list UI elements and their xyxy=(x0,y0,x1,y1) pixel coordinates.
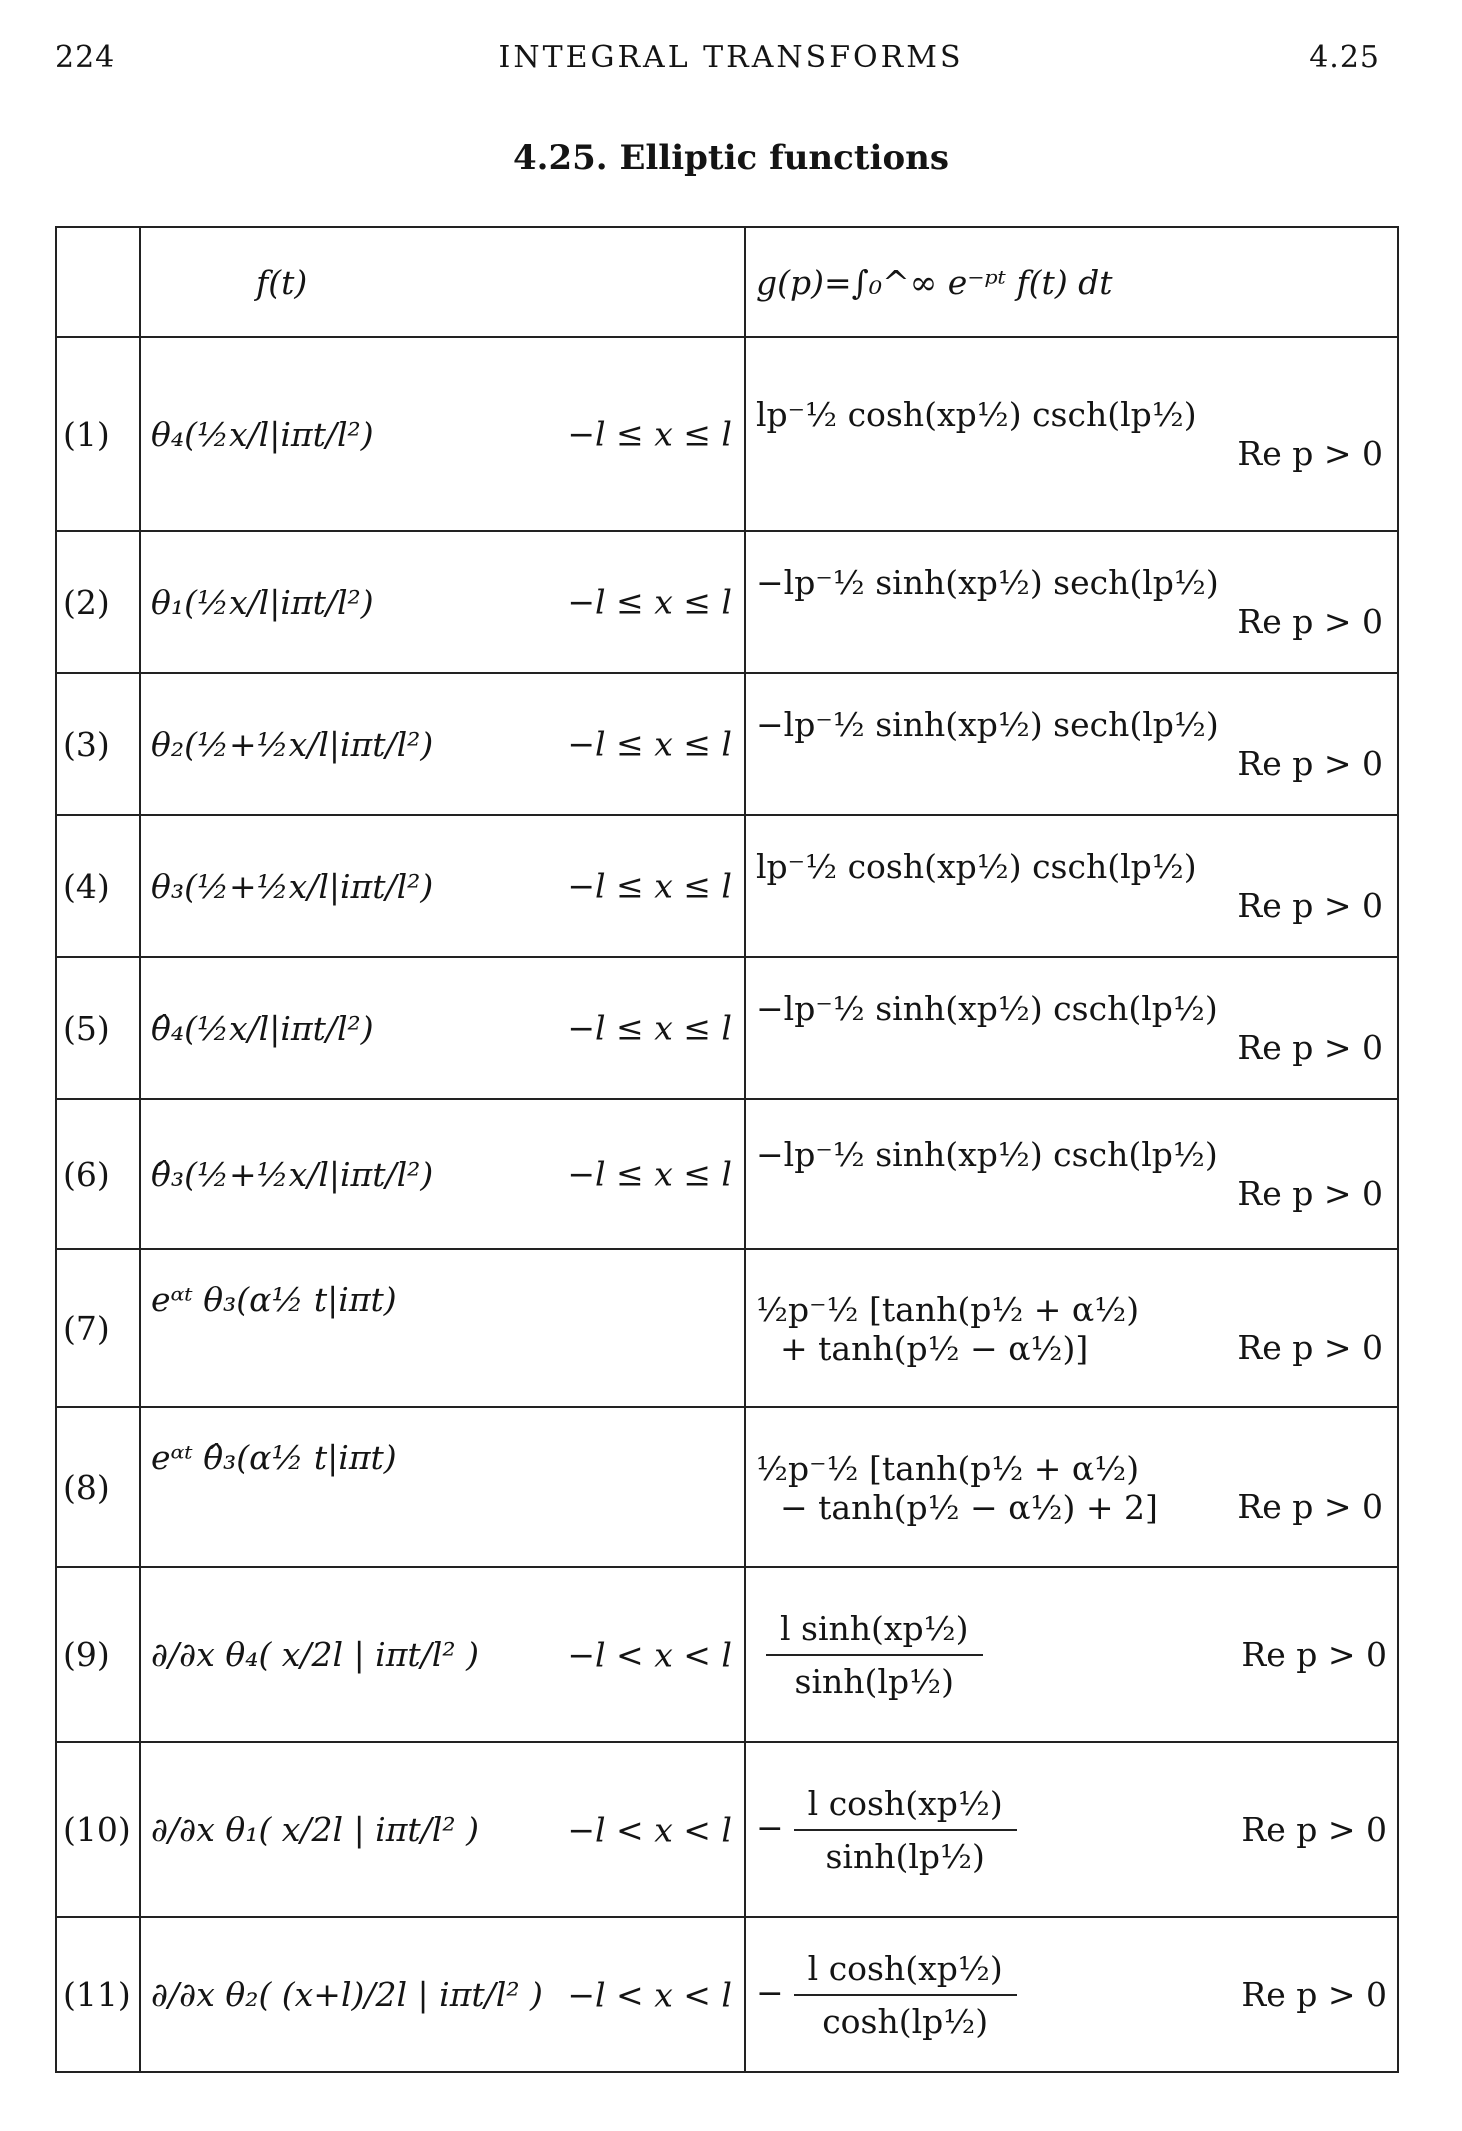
sign: − xyxy=(756,1807,784,1847)
denominator: sinh(lp½) xyxy=(794,1661,954,1701)
row-number: (10) xyxy=(56,1742,140,1917)
g-cell xyxy=(745,1407,1398,1567)
g-expression: −lp⁻½ sinh(xp½) sech(lp½) xyxy=(756,705,1219,744)
condition: Re p > 0 xyxy=(1241,1810,1387,1849)
condition: Re p > 0 xyxy=(1237,434,1383,473)
table-header-row xyxy=(56,227,1398,337)
g-cell xyxy=(745,1249,1398,1407)
table-row xyxy=(56,673,1398,815)
f-expression: θ₃(½+½x/l|iπt/l²) xyxy=(151,866,434,906)
denominator: sinh(lp½) xyxy=(825,1836,985,1876)
f-cell xyxy=(140,1407,745,1567)
g-cell xyxy=(745,531,1398,673)
f-expression: ∂/∂x θ₄( x/2l | iπt/l² ) xyxy=(151,1635,479,1674)
row-number: (6) xyxy=(56,1099,140,1249)
f-cell xyxy=(140,1742,745,1917)
f-cell xyxy=(140,337,745,531)
condition: Re p > 0 xyxy=(1237,1174,1383,1213)
row-number: (11) xyxy=(56,1917,140,2072)
row-number: (8) xyxy=(56,1407,140,1567)
section-number: 4.25 xyxy=(1309,40,1380,75)
table-row xyxy=(56,1407,1398,1567)
f-expression: θ₂(½+½x/l|iπt/l²) xyxy=(151,724,434,764)
g-expression: lp⁻½ cosh(xp½) csch(lp½) xyxy=(756,847,1197,886)
g-cell xyxy=(745,957,1398,1099)
condition: Re p > 0 xyxy=(1237,602,1383,641)
numerator: l sinh(xp½) xyxy=(766,1609,983,1656)
table-row xyxy=(56,337,1398,531)
g-expression: ½p⁻½ [tanh(p½ + α½) xyxy=(756,1448,1140,1488)
table-row xyxy=(56,1099,1398,1249)
x-range: −l ≤ x ≤ l xyxy=(567,1154,732,1194)
numerator: l cosh(xp½) xyxy=(794,1784,1017,1831)
f-cell xyxy=(140,957,745,1099)
g-cell xyxy=(745,337,1398,531)
g-expression: lp⁻½ cosh(xp½) csch(lp½) xyxy=(756,395,1197,434)
x-range: −l ≤ x ≤ l xyxy=(567,866,732,906)
table-row xyxy=(56,957,1398,1099)
condition: Re p > 0 xyxy=(1241,1975,1387,2014)
g-expression: ½p⁻½ [tanh(p½ + α½) xyxy=(756,1289,1140,1329)
g-cell xyxy=(745,1567,1398,1742)
condition: Re p > 0 xyxy=(1237,886,1383,925)
condition: Re p > 0 xyxy=(1237,1028,1383,1067)
f-cell xyxy=(140,1567,745,1742)
numerator: l cosh(xp½) xyxy=(794,1949,1017,1996)
condition: Re p > 0 xyxy=(1237,1327,1383,1367)
f-cell xyxy=(140,1917,745,2072)
denominator: cosh(lp½) xyxy=(822,2001,989,2041)
sign: − xyxy=(756,1972,784,2012)
table-row xyxy=(56,1917,1398,2072)
f-cell xyxy=(140,815,745,957)
g-expression-line2: − tanh(p½ − α½) + 2] xyxy=(780,1487,1158,1527)
g-expression: −lp⁻½ sinh(xp½) sech(lp½) xyxy=(756,563,1219,602)
fraction xyxy=(794,1784,1017,1876)
table-row xyxy=(56,815,1398,957)
x-range: −l ≤ x ≤ l xyxy=(567,724,732,764)
x-range: −l ≤ x ≤ l xyxy=(567,414,732,454)
x-range: −l < x < l xyxy=(567,1810,732,1849)
f-expression: θ₄(½x/l|iπt/l²) xyxy=(151,414,374,454)
f-expression: eᵅᵗ θ₃(α½ t|iπt) xyxy=(151,1280,397,1319)
g-cell xyxy=(745,1742,1398,1917)
g-cell xyxy=(745,1099,1398,1249)
row-number: (5) xyxy=(56,957,140,1099)
f-cell xyxy=(140,531,745,673)
f-expression: ∂/∂x θ₁( x/2l | iπt/l² ) xyxy=(151,1810,479,1849)
row-number: (7) xyxy=(56,1249,140,1407)
fraction xyxy=(794,1949,1017,2041)
row-number: (9) xyxy=(56,1567,140,1742)
g-cell xyxy=(745,815,1398,957)
condition: Re p > 0 xyxy=(1241,1635,1387,1674)
f-expression: θ̂₃(½+½x/l|iπt/l²) xyxy=(151,1154,434,1194)
g-cell xyxy=(745,673,1398,815)
g-expression: −lp⁻½ sinh(xp½) csch(lp½) xyxy=(756,1135,1218,1174)
header-g-cell: g(p)=∫₀^∞ e⁻ᵖᵗ f(t) dt xyxy=(745,227,1398,337)
row-number: (3) xyxy=(56,673,140,815)
f-cell xyxy=(140,1099,745,1249)
f-cell xyxy=(140,673,745,815)
page-number: 224 xyxy=(55,40,116,75)
x-range: −l < x < l xyxy=(567,1635,732,1674)
g-expression: −lp⁻½ sinh(xp½) csch(lp½) xyxy=(756,989,1218,1028)
table-row xyxy=(56,1249,1398,1407)
x-range: −l ≤ x ≤ l xyxy=(567,582,732,622)
row-number: (2) xyxy=(56,531,140,673)
f-cell xyxy=(140,1249,745,1407)
f-expression: ∂/∂x θ₂( (x+l)/2l | iπt/l² ) xyxy=(151,1975,543,2014)
x-range: −l ≤ x ≤ l xyxy=(567,1008,732,1048)
condition: Re p > 0 xyxy=(1237,744,1383,783)
condition: Re p > 0 xyxy=(1237,1486,1383,1526)
header-number-cell xyxy=(56,227,140,337)
header-f-cell: f(t) xyxy=(140,227,745,337)
f-expression: θ₁(½x/l|iπt/l²) xyxy=(151,582,374,622)
table-row xyxy=(56,1742,1398,1917)
x-range: −l < x < l xyxy=(567,1975,732,2014)
running-title: INTEGRAL TRANSFORMS xyxy=(498,40,964,75)
f-expression: θ̂₄(½x/l|iπt/l²) xyxy=(151,1008,374,1048)
table-row xyxy=(56,531,1398,673)
fraction xyxy=(766,1609,983,1701)
row-number: (1) xyxy=(56,337,140,531)
g-cell xyxy=(745,1917,1398,2072)
transform-table xyxy=(55,226,1399,2073)
section-title: 4.25. Elliptic functions xyxy=(512,138,949,178)
f-expression: eᵅᵗ θ̂₃(α½ t|iπt) xyxy=(151,1438,397,1477)
row-number: (4) xyxy=(56,815,140,957)
g-expression-line2: + tanh(p½ − α½)] xyxy=(780,1328,1089,1368)
table-row xyxy=(56,1567,1398,1742)
